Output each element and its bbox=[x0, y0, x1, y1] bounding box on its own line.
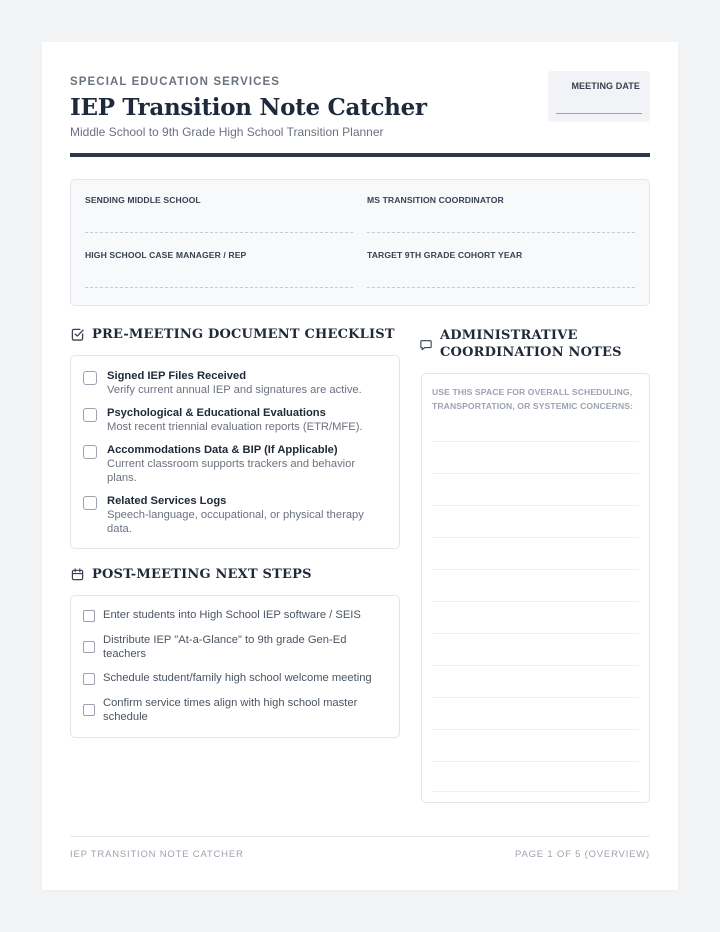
meeting-date-label: MEETING DATE bbox=[571, 81, 640, 91]
case-manager-field[interactable] bbox=[85, 250, 353, 288]
section-title-line: COORDINATION NOTES bbox=[440, 345, 622, 360]
field-label: HIGH SCHOOL CASE MANAGER / REP bbox=[85, 250, 247, 260]
section-title: PRE-MEETING DOCUMENT CHECKLIST bbox=[92, 327, 395, 342]
checkbox[interactable] bbox=[83, 408, 97, 422]
sending-school-field[interactable] bbox=[85, 195, 353, 233]
field-input-line[interactable] bbox=[85, 287, 353, 288]
admin-notes-card[interactable] bbox=[421, 373, 650, 803]
checklist-item[interactable] bbox=[83, 494, 387, 536]
meeting-date-field[interactable] bbox=[556, 113, 642, 114]
section-title-line: ADMINISTRATIVE bbox=[440, 328, 578, 343]
item-description: Current classroom supports trackers and behavior plans. bbox=[107, 458, 356, 484]
note-line bbox=[432, 537, 639, 538]
field-label: MS TRANSITION COORDINATOR bbox=[367, 195, 504, 205]
checkbox[interactable] bbox=[83, 445, 97, 459]
page-subtitle: Middle School to 9th Grade High School Transition Planner bbox=[70, 125, 384, 139]
speech-bubble-icon bbox=[420, 339, 432, 351]
footer-divider bbox=[70, 836, 650, 837]
step-text: Enter students into High School IEP software / SEIS bbox=[103, 609, 361, 621]
checkbox[interactable] bbox=[83, 704, 95, 716]
department-eyebrow: SPECIAL EDUCATION SERVICES bbox=[70, 76, 281, 88]
pre-meeting-heading bbox=[71, 327, 395, 342]
field-label: SENDING MIDDLE SCHOOL bbox=[85, 195, 201, 205]
note-line bbox=[432, 633, 639, 634]
note-line bbox=[432, 601, 639, 602]
step-item[interactable] bbox=[83, 671, 387, 685]
field-input-line[interactable] bbox=[367, 232, 635, 233]
item-description: Most recent triennial evaluation reports (ETR/MFE). bbox=[107, 421, 363, 433]
checklist-item[interactable] bbox=[83, 369, 387, 397]
header-divider bbox=[70, 153, 650, 157]
item-title: Related Services Logs bbox=[107, 495, 227, 507]
pre-meeting-checklist-card bbox=[70, 355, 400, 549]
checklist-item[interactable] bbox=[83, 406, 387, 434]
item-description: Speech-language, occupational, or physical therapy data. bbox=[107, 509, 364, 535]
checklist-item[interactable] bbox=[83, 443, 387, 485]
note-line bbox=[432, 761, 639, 762]
page-title: IEP Transition Note Catcher bbox=[70, 94, 427, 121]
checkbox-square-icon bbox=[71, 328, 84, 341]
step-item[interactable] bbox=[83, 696, 387, 724]
section-title: POST-MEETING NEXT STEPS bbox=[92, 567, 312, 582]
checkbox[interactable] bbox=[83, 371, 97, 385]
step-item[interactable] bbox=[83, 633, 387, 661]
transition-coordinator-field[interactable] bbox=[367, 195, 635, 233]
field-label: TARGET 9TH GRADE COHORT YEAR bbox=[367, 250, 523, 260]
note-line bbox=[432, 665, 639, 666]
section-title-block bbox=[440, 327, 622, 361]
checkbox[interactable] bbox=[83, 496, 97, 510]
note-line bbox=[432, 791, 639, 792]
admin-notes-heading bbox=[420, 327, 622, 361]
school-info-card bbox=[70, 179, 650, 306]
calendar-icon bbox=[71, 568, 84, 581]
step-text: Confirm service times align with high school master schedule bbox=[103, 697, 358, 723]
step-item[interactable] bbox=[83, 608, 387, 622]
checkbox[interactable] bbox=[83, 641, 95, 653]
note-catcher-page bbox=[42, 42, 678, 890]
item-title: Psychological & Educational Evaluations bbox=[107, 407, 326, 419]
note-line bbox=[432, 569, 639, 570]
meeting-date-box[interactable] bbox=[548, 71, 650, 122]
step-text: Distribute IEP "At-a-Glance" to 9th grade Gen-Ed teachers bbox=[103, 634, 347, 660]
item-title: Signed IEP Files Received bbox=[107, 370, 247, 382]
field-input-line[interactable] bbox=[85, 232, 353, 233]
field-input-line[interactable] bbox=[367, 287, 635, 288]
note-line bbox=[432, 473, 639, 474]
footer-document-name: IEP TRANSITION NOTE CATCHER bbox=[70, 849, 244, 860]
step-text: Schedule student/family high school welcome meeting bbox=[103, 672, 372, 684]
checkbox[interactable] bbox=[83, 673, 95, 685]
post-meeting-steps-card bbox=[70, 595, 400, 738]
note-line bbox=[432, 441, 639, 442]
cohort-year-field[interactable] bbox=[367, 250, 635, 288]
footer-page-number: PAGE 1 OF 5 (OVERVIEW) bbox=[515, 849, 650, 860]
item-title: Accommodations Data & BIP (If Applicable) bbox=[107, 444, 338, 456]
post-meeting-heading bbox=[71, 567, 312, 582]
notes-hint: USE THIS SPACE FOR OVERALL SCHEDULING, TRANSPORTATION, OR SYSTEMIC CONCERNS: bbox=[432, 387, 634, 411]
checkbox[interactable] bbox=[83, 610, 95, 622]
note-line bbox=[432, 729, 639, 730]
item-description: Verify current annual IEP and signatures are active. bbox=[107, 384, 362, 396]
note-line bbox=[432, 505, 639, 506]
note-line bbox=[432, 697, 639, 698]
